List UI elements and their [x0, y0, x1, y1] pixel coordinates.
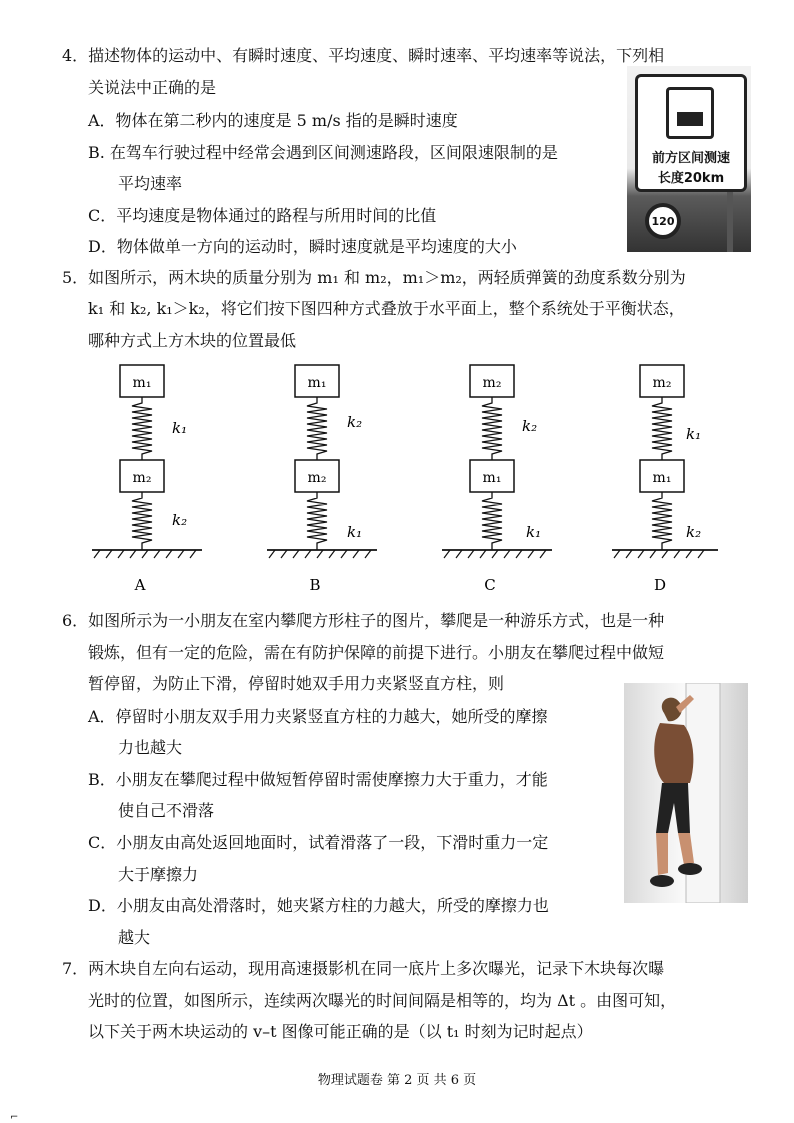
q6-option-c-line-2: 大于摩擦力 — [118, 865, 199, 884]
figure-a-bottom-block: m₂ — [132, 470, 152, 486]
corner-mark: ⌐ — [10, 1112, 19, 1123]
figure-d-bottom-spring: k₂ — [686, 523, 702, 541]
q6-stem-line-1: 6．如图所示为一小朋友在室内攀爬方形柱子的图片，攀爬是一种游乐方式，也是一种 — [62, 611, 665, 630]
q4-option-b-line-1: B. 在驾车行驶过程中经常会遇到区间测速路段，区间限速限制的是 — [88, 143, 558, 162]
figure-c — [442, 365, 552, 594]
q6-option-d-line-1: D．小朋友由高处滑落时，她夹紧方柱的力越大，所受的摩擦力也 — [88, 896, 549, 915]
q5-stem-line-3: 哪种方式上方木块的位置最低 — [88, 331, 297, 350]
speed-limit-sign: 120 — [645, 203, 681, 239]
q6-option-b-line-1: B．小朋友在攀爬过程中做短暂停留时需使摩擦力大于重力，才能 — [88, 770, 548, 789]
q6-option-a-line-2: 力也越大 — [118, 738, 183, 757]
figure-a-top-spring: k₁ — [172, 419, 188, 437]
sign-pole — [727, 192, 733, 252]
figure-d-top-block: m₂ — [652, 375, 672, 391]
q4-option-d: D．物体做单一方向的运动时，瞬时速度就是平均速度的大小 — [88, 237, 517, 256]
figure-b-top-spring: k₂ — [347, 413, 363, 431]
figure-b — [267, 365, 377, 594]
child-climbing-photo — [624, 683, 748, 903]
figure-a — [92, 365, 202, 594]
q4-option-a: A．物体在第二秒内的速度是 5 m/s 指的是瞬时速度 — [88, 111, 458, 130]
camera-icon — [666, 87, 714, 139]
q5-stem-line-1: 5．如图所示，两木块的质量分别为 m₁ 和 m₂，m₁＞m₂，两轻质弹簧的劲度系数分别为 — [62, 268, 686, 287]
figure-c-top-block: m₂ — [482, 375, 502, 391]
figure-c-bottom-block: m₁ — [482, 470, 502, 486]
climbing-child-figure — [624, 683, 748, 903]
q6-stem-line-2: 锻炼，但有一定的危险，需在有防护保障的前提下进行。小朋友在攀爬过程中做短 — [88, 643, 665, 662]
spring-block-figures — [80, 355, 720, 600]
q5-stem-line-2: k₁ 和 k₂, k₁＞k₂，将它们按下图四种方式叠放于水平面上，整个系统处于平衡状态， — [88, 299, 685, 318]
figure-c-label: C — [484, 576, 496, 594]
q6-option-c-line-1: C．小朋友由高处返回地面时，试着滑落了一段，下滑时重力一定 — [88, 833, 549, 852]
sign-text-line-1: 前方区间测速 — [651, 151, 730, 166]
q4-stem-line-2: 关说法中正确的是 — [88, 78, 217, 97]
q6-option-d-line-2: 越大 — [118, 928, 151, 947]
figure-c-top-spring: k₂ — [522, 417, 538, 435]
figure-a-label: A — [134, 576, 146, 594]
figure-a-top-block: m₁ — [132, 375, 152, 391]
figure-d-label: D — [653, 576, 667, 594]
q6-option-a-line-1: A．停留时小朋友双手用力夹紧竖直方柱的力越大，她所受的摩擦 — [88, 707, 548, 726]
q6-stem-line-3: 暂停留，为防止下滑，停留时她双手用力夹紧竖直方柱，则 — [88, 674, 505, 693]
q4-option-b-line-2: 平均速率 — [118, 174, 183, 193]
figure-b-bottom-block: m₂ — [307, 470, 327, 486]
q4-option-c: C．平均速度是物体通过的路程与所用时间的比值 — [88, 206, 437, 225]
q7-stem-line-3: 以下关于两木块运动的 v–t 图像可能正确的是（以 t₁ 时刻为记时起点） — [88, 1022, 593, 1041]
figure-d-bottom-block: m₁ — [652, 470, 672, 486]
figure-b-label: B — [309, 576, 321, 594]
q7-stem-line-1: 7．两木块自左向右运动，现用高速摄影机在同一底片上多次曝光，记录下木块每次曝 — [62, 959, 665, 978]
figure-b-bottom-spring: k₁ — [347, 523, 363, 541]
road-sign-photo — [627, 66, 751, 252]
sign-text-line-2: 长度20km — [657, 171, 725, 186]
q4-stem-line-1: 4．描述物体的运动中、有瞬时速度、平均速度、瞬时速率、平均速率等说法，下列相 — [62, 46, 665, 65]
interval-speed-sign — [635, 74, 747, 192]
q7-stem-line-2: 光时的位置，如图所示，连续两次曝光的时间间隔是相等的，均为 Δt 。由图可知， — [88, 991, 677, 1010]
figure-c-bottom-spring: k₁ — [526, 523, 542, 541]
figure-d — [612, 365, 718, 594]
figure-b-top-block: m₁ — [307, 375, 327, 391]
page-footer: 物理试题卷 第 2 页 共 6 页 — [317, 1073, 477, 1088]
figure-a-bottom-spring: k₂ — [172, 511, 188, 529]
q6-option-b-line-2: 使自己不滑落 — [118, 801, 215, 820]
figure-d-top-spring: k₁ — [686, 425, 702, 443]
